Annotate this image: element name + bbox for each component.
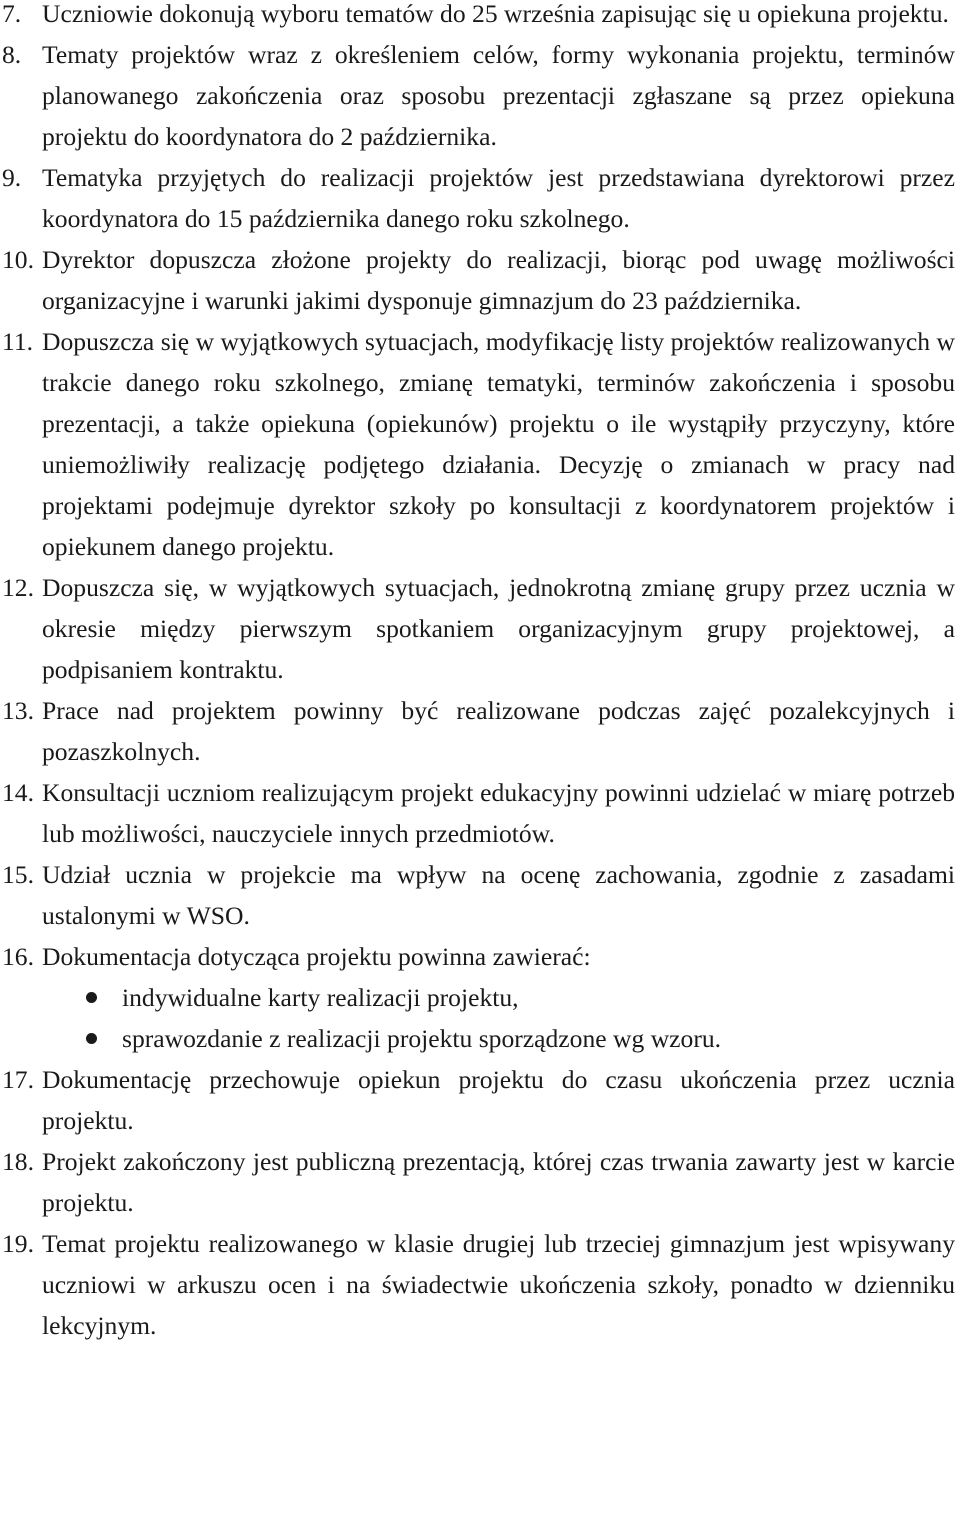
item-text: Udział ucznia w projekcie ma wpływ na ocenę zachowania, zgodnie z zasadami ustalonymi w WSO. bbox=[42, 860, 955, 930]
list-item-12 bbox=[2, 567, 955, 690]
item-number: 12. bbox=[2, 573, 34, 602]
item-number: 17. bbox=[2, 1065, 34, 1094]
item-text: Prace nad projektem powinny być realizowane podczas zajęć pozalekcyjnych i pozaszkolnych. bbox=[42, 696, 955, 766]
list-item-7 bbox=[2, 0, 955, 34]
list-item-8 bbox=[2, 34, 955, 157]
bullet-item bbox=[2, 977, 955, 1018]
item-text: Uczniowie dokonują wyboru tematów do 25 września zapisując się u opiekuna projektu. bbox=[42, 0, 949, 28]
item-number: 11. bbox=[2, 327, 34, 356]
item-number: 13. bbox=[2, 696, 34, 725]
document-page bbox=[2, 0, 955, 1346]
bullet-text: sprawozdanie z realizacji projektu sporządzone wg wzoru. bbox=[122, 1024, 722, 1053]
list-item-18 bbox=[2, 1141, 955, 1223]
list-item-15 bbox=[2, 854, 955, 936]
item-text: Dokumentację przechowuje opiekun projektu do czasu ukończenia przez ucznia projektu. bbox=[42, 1065, 955, 1135]
bullet-item bbox=[2, 1018, 955, 1059]
list-item-17 bbox=[2, 1059, 955, 1141]
item-number: 9. bbox=[2, 163, 22, 192]
bullet-dot-icon bbox=[86, 1033, 97, 1044]
list-item-16 bbox=[2, 936, 955, 977]
list-item-13 bbox=[2, 690, 955, 772]
item-text: Dopuszcza się w wyjątkowych sytuacjach, modyfikację listy projektów realizowanych w trakcie danego roku szkolnego, zmianę tematyki, terminów zakończenia i sposobu prezentacji, a także opiekuna (opiekunów) projektu o ile wystąpiły przyczyny, które uniemożliwiły realizację podjętego działania. Decyzję o zmianach w pracy nad projektami podejmuje dyrektor szkoły po konsultacji z koordynatorem projektów i opiekunem danego projektu. bbox=[42, 327, 955, 561]
item-text: Dopuszcza się, w wyjątkowych sytuacjach, jednokrotną zmianę grupy przez ucznia w okresie między pierwszym spotkaniem organizacyjnym grupy projektowej, a podpisaniem kontraktu. bbox=[42, 573, 955, 684]
item-text: Projekt zakończony jest publiczną prezentacją, której czas trwania zawarty jest w karcie projektu. bbox=[42, 1147, 955, 1217]
item-number: 8. bbox=[2, 40, 22, 69]
item-number: 18. bbox=[2, 1147, 34, 1176]
list-item-11 bbox=[2, 321, 955, 567]
bullet-list bbox=[2, 977, 955, 1059]
item-number: 14. bbox=[2, 778, 34, 807]
list-item-19 bbox=[2, 1223, 955, 1346]
list-item-10 bbox=[2, 239, 955, 321]
item-number: 16. bbox=[2, 942, 34, 971]
item-number: 7. bbox=[2, 0, 22, 28]
item-text: Tematy projektów wraz z określeniem celów, formy wykonania projektu, terminów planowanego zakończenia oraz sposobu prezentacji zgłaszane są przez opiekuna projektu do koordynatora do 2 października. bbox=[42, 40, 955, 151]
item-text: Tematyka przyjętych do realizacji projektów jest przedstawiana dyrektorowi przez koordynatora do 15 października danego roku szkolnego. bbox=[42, 163, 955, 233]
list-item-14 bbox=[2, 772, 955, 854]
bullet-dot-icon bbox=[86, 992, 97, 1003]
item-text: Dokumentacja dotycząca projektu powinna zawierać: bbox=[42, 942, 591, 971]
list-item-9 bbox=[2, 157, 955, 239]
item-text: Temat projektu realizowanego w klasie drugiej lub trzeciej gimnazjum jest wpisywany uczniowi w arkuszu ocen i na świadectwie ukończenia szkoły, ponadto w dzienniku lekcyjnym. bbox=[42, 1229, 955, 1340]
item-number: 19. bbox=[2, 1229, 34, 1258]
bullet-text: indywidualne karty realizacji projektu, bbox=[122, 983, 519, 1012]
item-number: 10. bbox=[2, 245, 34, 274]
item-number: 15. bbox=[2, 860, 34, 889]
item-text: Konsultacji uczniom realizującym projekt edukacyjny powinni udzielać w miarę potrzeb lub możliwości, nauczyciele innych przedmiotów. bbox=[42, 778, 955, 848]
item-text: Dyrektor dopuszcza złożone projekty do realizacji, biorąc pod uwagę możliwości organizacyjne i warunki jakimi dysponuje gimnazjum do 23 października. bbox=[42, 245, 955, 315]
